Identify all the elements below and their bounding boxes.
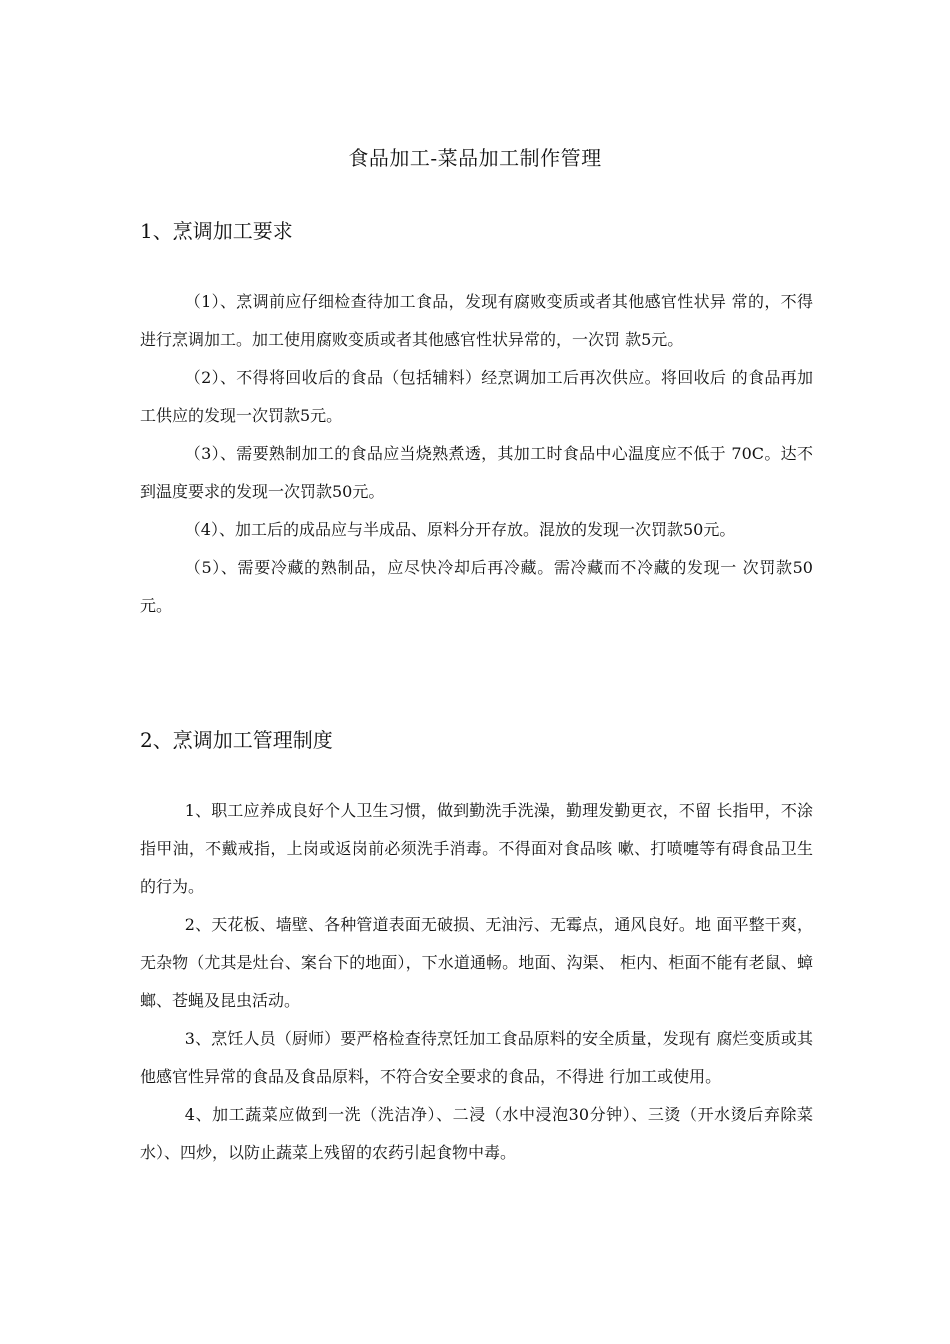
paragraph: （2）、不得将回收后的食品（包括辅料）经烹调加工后再次供应。将回收后 的食品再加工供应的发现一次罚款5元。 [140,368,813,425]
section-body-cooking-requirements [140,283,813,625]
section-heading-cooking-requirements: 1、烹调加工要求 [140,219,293,243]
section-body-cooking-management [140,792,813,1172]
paragraph: （4）、加工后的成品应与半成品、原料分开存放。混放的发现一次罚款50元。 [184,520,736,539]
paragraph: 2、天花板、墙壁、各种管道表面无破损、无油污、无霉点，通风良好。地 面平整干爽，无杂物（尤其是灶台、案台下的地面），下水道通畅。地面、沟渠、 柜内、柜面不能有老鼠、蟑螂、苍蝇及昆虫活动。 [140,915,813,1010]
paragraph: 1、职工应养成良好个人卫生习惯，做到勤洗手洗澡，勤理发勤更衣，不留 长指甲，不涂指甲油，不戴戒指，上岗或返岗前必须洗手消毒。不得面对食品咳 嗽、打喷嚏等有碍食品卫生的行为。 [140,801,813,896]
paragraph: 3、烹饪人员（厨师）要严格检查待烹饪加工食品原料的安全质量，发现有 腐烂变质或其他感官性异常的食品及食品原料，不符合安全要求的食品，不得进 行加工或使用。 [140,1029,813,1086]
paragraph: （5）、需要冷藏的熟制品，应尽快冷却后再冷藏。需冷藏而不冷藏的发现一 次罚款50元。 [140,558,813,615]
section-heading-cooking-management: 2、烹调加工管理制度 [140,728,333,752]
document-title: 食品加工-菜品加工制作管理 [348,146,602,170]
paragraph: （1）、烹调前应仔细检查待加工食品，发现有腐败变质或者其他感官性状异 常的，不得进行烹调加工。加工使用腐败变质或者其他感官性状异常的，一次罚 款5元。 [140,292,813,349]
paragraph: （3）、需要熟制加工的食品应当烧熟煮透，其加工时食品中心温度应不低于 70C。达不到温度要求的发现一次罚款50元。 [140,444,813,501]
paragraph: 4、加工蔬菜应做到一洗（洗洁净）、二浸（水中浸泡30分钟）、三烫（开水烫后弃除菜水）、四炒，以防止蔬菜上残留的农药引起食物中毒。 [140,1105,813,1162]
